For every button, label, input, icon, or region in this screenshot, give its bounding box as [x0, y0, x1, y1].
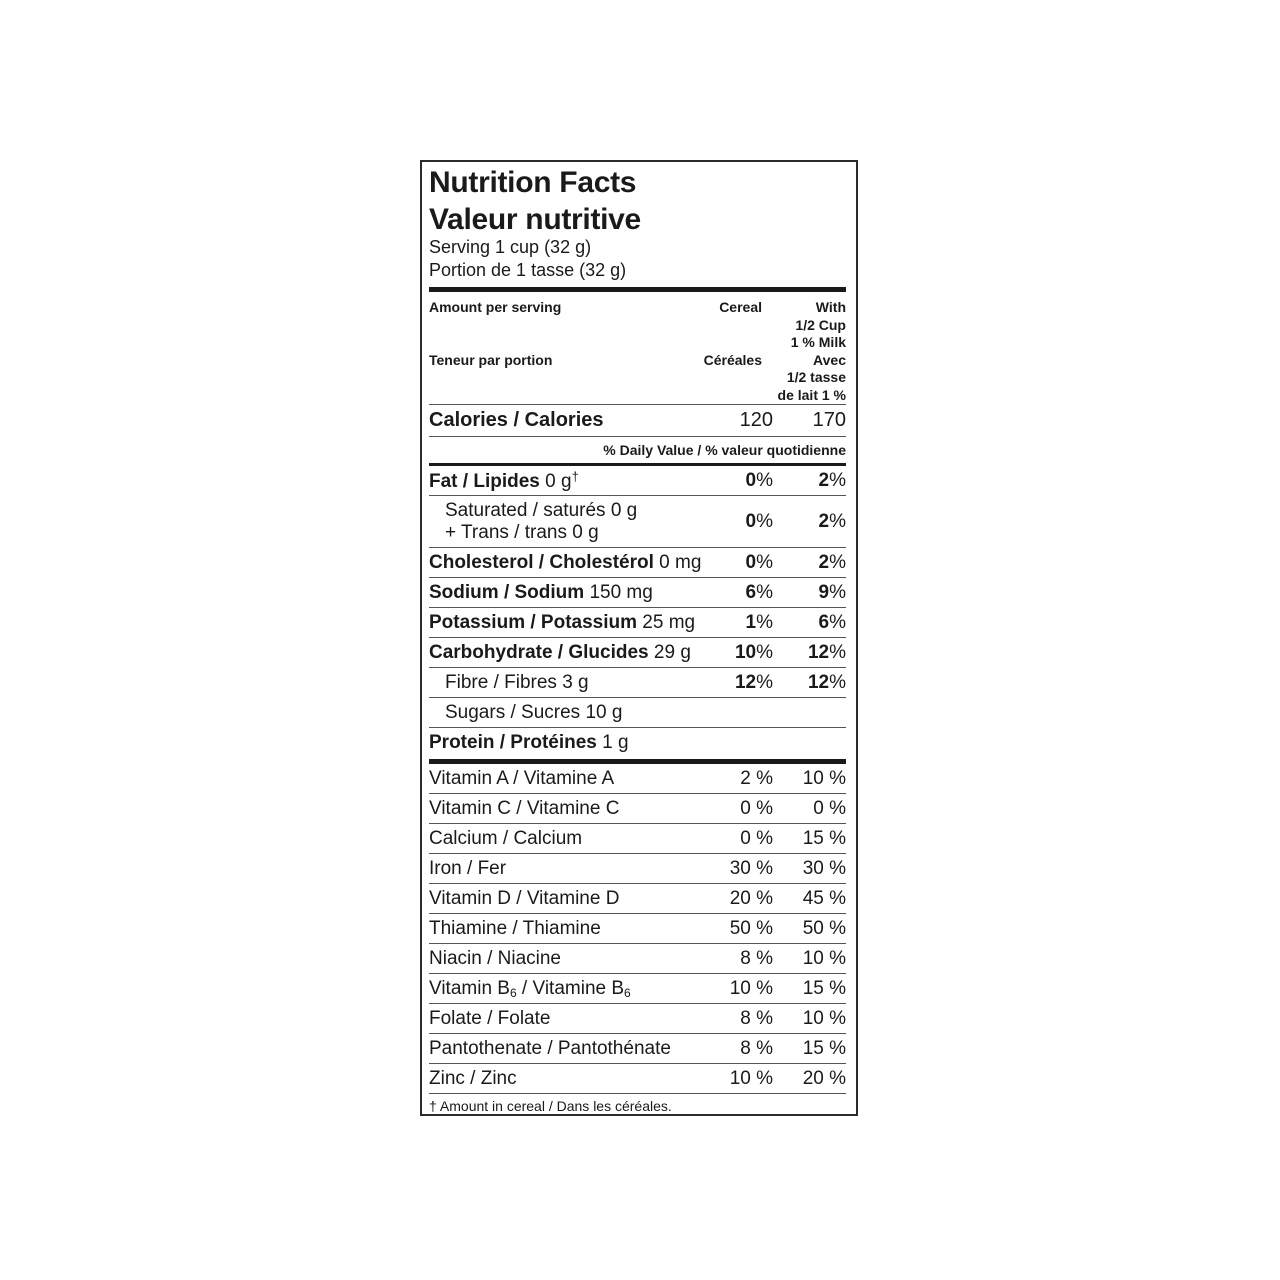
- daily-value-header: % Daily Value / % valeur quotidienne: [603, 442, 846, 458]
- vitamin-row-calcium: Calcium / Calcium 0 % 15 %: [429, 827, 846, 849]
- vitamin-row-d: Vitamin D / Vitamine D 20 % 45 %: [429, 887, 846, 909]
- calories-label: Calories / Calories: [429, 409, 604, 431]
- nutrient-row-cholesterol: Cholesterol / Cholestérol 0 mg 0% 2%: [429, 551, 846, 573]
- cereales-column-label: Céréales: [703, 352, 762, 368]
- column-header: [429, 292, 846, 404]
- vitamin-row-thiamine: Thiamine / Thiamine 50 % 50 %: [429, 917, 846, 939]
- nutrient-row-fat: Fat / Lipides 0 g† 0% 2%: [429, 468, 846, 492]
- calories-with-milk: 170: [812, 409, 846, 431]
- vitamin-row-pantothenate: Pantothenate / Pantothénate 8 % 15 %: [429, 1037, 846, 1059]
- teneur-par-portion-label: Teneur par portion: [429, 352, 553, 368]
- cereal-column-label: Cereal: [719, 299, 762, 315]
- vitamin-row-a: Vitamin A / Vitamine A 2 % 10 %: [429, 767, 846, 789]
- vitamin-row-niacin: Niacin / Niacine 8 % 10 %: [429, 947, 846, 969]
- vitamin-row-zinc: Zinc / Zinc 10 % 20 %: [429, 1067, 846, 1089]
- dagger-mark: †: [571, 468, 579, 484]
- footnote: † Amount in cereal / Dans les céréales.: [429, 1098, 672, 1114]
- title-en: Nutrition Facts: [429, 166, 637, 199]
- nutrient-row-saturated-trans: Saturated / saturés 0 g + Trans / trans 0 g 0% 2%: [445, 499, 846, 543]
- vitamin-row-c: Vitamin C / Vitamine C 0 % 0 %: [429, 797, 846, 819]
- calories-cereal: 120: [739, 409, 773, 431]
- calories-row: [429, 405, 846, 436]
- nutrient-row-protein: Protein / Protéines 1 g: [429, 731, 629, 753]
- nutrient-row-potassium: Potassium / Potassium 25 mg 1% 6%: [429, 611, 846, 633]
- nutrient-row-carbohydrate: Carbohydrate / Glucides 29 g 10% 12%: [429, 641, 846, 663]
- with-milk-column-label: With 1/2 Cup 1 % Milk Avec 1/2 tasse de lait 1 %: [777, 299, 846, 403]
- nutrition-facts-label: [420, 160, 858, 1116]
- amount-per-serving-label: Amount per serving: [429, 299, 562, 315]
- vitamin-row-folate: Folate / Folate 8 % 10 %: [429, 1007, 846, 1029]
- vitamin-row-iron: Iron / Fer 30 % 30 %: [429, 857, 846, 879]
- nutrient-row-sugars: Sugars / Sucres 10 g: [445, 701, 623, 723]
- serving-size-fr: Portion de 1 tasse (32 g): [429, 260, 627, 280]
- title-fr: Valeur nutritive: [429, 203, 641, 236]
- vitamin-row-b6: Vitamin $B_6$ / Vitamine $B_6$ 10 % 15 %: [429, 977, 846, 1000]
- nutrient-row-sodium: Sodium / Sodium 150 mg 6% 9%: [429, 581, 846, 603]
- nutrient-row-fibre: Fibre / Fibres 3 g 12% 12%: [445, 671, 846, 693]
- serving-size-en: Serving 1 cup (32 g): [429, 237, 592, 257]
